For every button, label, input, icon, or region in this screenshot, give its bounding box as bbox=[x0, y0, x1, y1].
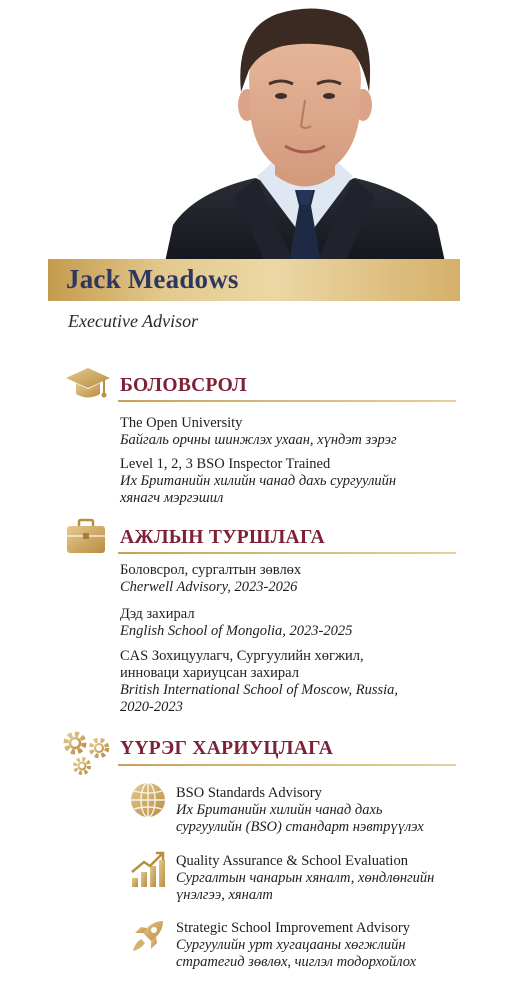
growth-chart-icon bbox=[130, 850, 166, 888]
experience-item-3 bbox=[120, 648, 398, 716]
person-name: Jack Meadows bbox=[66, 264, 239, 294]
education-item-2 bbox=[120, 456, 396, 507]
experience-item-role-line-1: CAS Зохицуулагч, Сургуулийн хөгжил, bbox=[120, 648, 364, 664]
education-item-degree: Байгаль орчны шинжлэх ухаан, хүндэт зэрэг bbox=[120, 432, 397, 448]
responsibility-desc-line-1: Сургуулийн урт хугацааны хөгжлийн bbox=[176, 937, 406, 953]
briefcase-icon bbox=[66, 518, 106, 554]
experience-item-org-line-2: 2020-2023 bbox=[120, 699, 183, 715]
experience-divider bbox=[118, 552, 456, 554]
responsibility-desc-line-2: үнэлгээ, хяналт bbox=[176, 887, 273, 903]
responsibility-title: Quality Assurance & School Evaluation bbox=[176, 853, 408, 869]
education-item-school: Level 1, 2, 3 BSO Inspector Trained bbox=[120, 456, 331, 472]
graduation-cap-icon bbox=[64, 364, 112, 402]
experience-item-org: Cherwell Advisory, 2023-2026 bbox=[120, 579, 298, 595]
responsibility-item-3 bbox=[176, 920, 416, 971]
experience-heading: АЖЛЫН ТУРШЛАГА bbox=[120, 527, 325, 548]
experience-item-role-line-2: инноваци хариуцсан захирал bbox=[120, 665, 299, 681]
education-item-1 bbox=[120, 415, 397, 449]
experience-item-1 bbox=[120, 562, 301, 596]
education-heading: БОЛОВСРОЛ bbox=[120, 375, 247, 396]
experience-item-role: Боловсрол, сургалтын зөвлөх bbox=[120, 562, 302, 578]
person-title: Executive Advisor bbox=[68, 311, 199, 331]
experience-item-role: Дэд захирал bbox=[120, 606, 195, 622]
experience-item-2 bbox=[120, 606, 352, 640]
responsibility-item-1 bbox=[176, 785, 424, 836]
gears-icon bbox=[58, 726, 114, 778]
responsibilities-heading: ҮҮРЭГ ХАРИУЦЛАГА bbox=[120, 738, 334, 759]
education-divider bbox=[118, 400, 456, 402]
profile-photo bbox=[165, 0, 445, 262]
globe-icon bbox=[129, 781, 167, 819]
responsibility-desc-line-1: Их Британийн хилийн чанад дахь bbox=[176, 802, 383, 818]
education-item-school: The Open University bbox=[120, 415, 243, 431]
education-item-degree-line-2: хянагч мэргэшил bbox=[120, 490, 224, 506]
responsibility-desc-line-2: сургуулийн (BSO) стандарт нэвтрүүлэх bbox=[176, 819, 424, 835]
responsibilities-divider bbox=[118, 764, 456, 766]
rocket-icon bbox=[129, 917, 167, 955]
responsibility-desc-line-1: Сургалтын чанарын хяналт, хөндлөнгийн bbox=[176, 870, 435, 886]
responsibility-title: Strategic School Improvement Advisory bbox=[176, 920, 410, 936]
responsibility-item-2 bbox=[176, 853, 434, 904]
experience-item-org: English School of Mongolia, 2023-2025 bbox=[120, 623, 353, 639]
education-item-degree-line-1: Их Британийн хилийн чанад дахь сургуулийн bbox=[120, 473, 397, 489]
experience-item-org-line-1: British International School of Moscow, Russia, bbox=[120, 682, 399, 698]
responsibility-desc-line-2: стратегид зөвлөх, чиглэл тодорхойлох bbox=[176, 954, 417, 970]
responsibility-title: BSO Standards Advisory bbox=[176, 785, 322, 801]
